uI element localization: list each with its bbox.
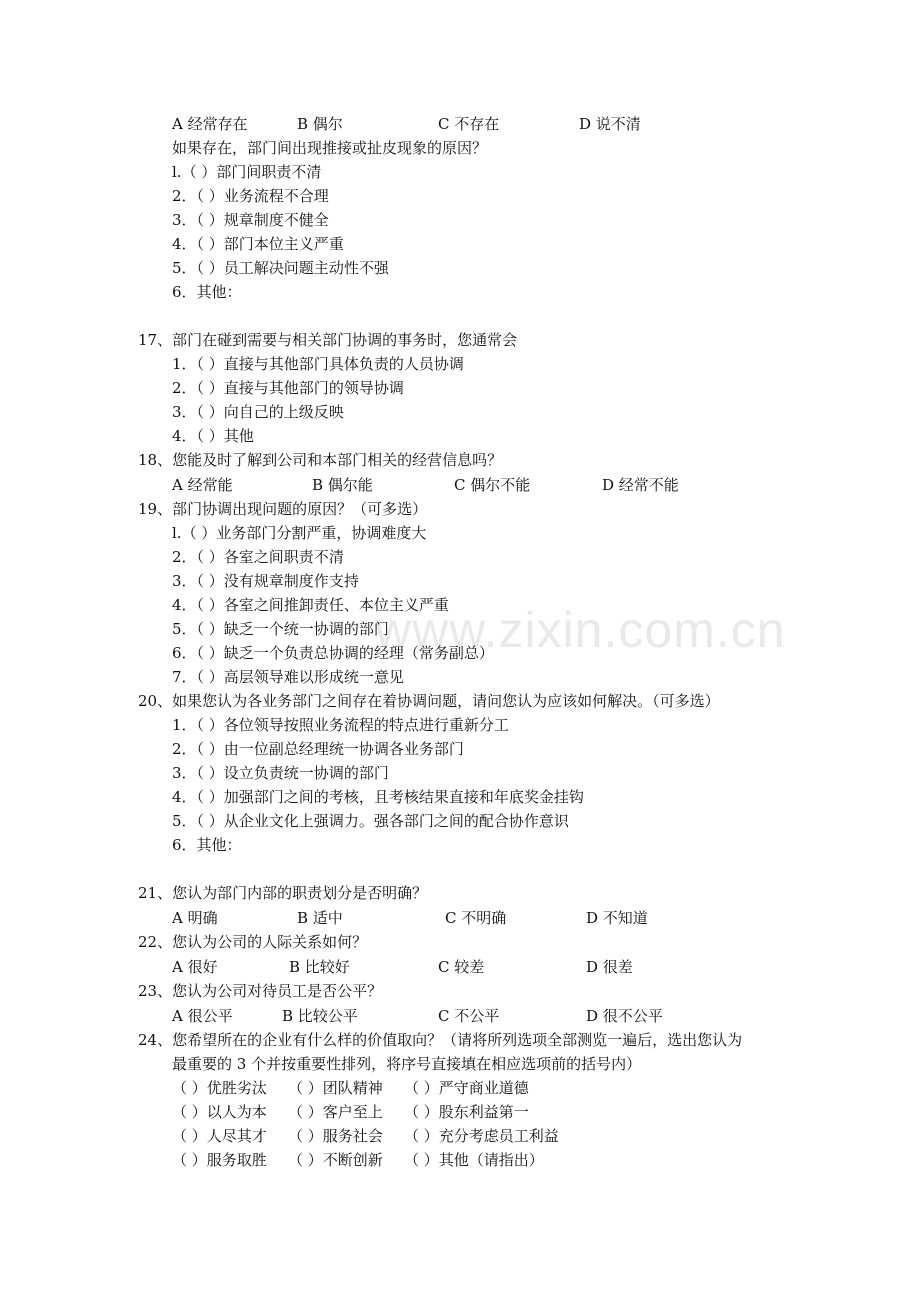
q16-item-6[interactable]: 6．其他：	[172, 283, 242, 301]
q20-title: 20、如果您认为各业务部门之间存在着协调问题，请问您认为应该如何解决。（可多选）	[138, 692, 720, 710]
q16-item-3[interactable]: 3．（ ）规章制度不健全	[172, 211, 329, 229]
q24-value-option[interactable]: （ ）服务取胜	[172, 1151, 267, 1169]
q19-item-2[interactable]: 2．（ ）各室之间职责不清	[172, 548, 344, 566]
q20-item-5[interactable]: 5．（ ）从企业文化上强调力。强各部门之间的配合协作意识	[172, 812, 569, 830]
q19-item-7[interactable]: 7．（ ）高层领导难以形成统一意见	[172, 668, 404, 686]
q17-title: 17、部门在碰到需要与相关部门协调的事务时，您通常会	[138, 331, 518, 349]
q24-title: 24、您希望所在的企业有什么样的价值取向？（请将所列选项全部测览一遍后，选出您认为	[138, 1031, 743, 1049]
q23-option-d[interactable]: D 很不公平	[586, 1007, 663, 1025]
q24-value-option[interactable]: （ ）客户至上	[288, 1103, 383, 1121]
q22-option-d[interactable]: D 很差	[586, 958, 633, 976]
q19-item-3[interactable]: 3．（ ）没有规章制度作支持	[172, 572, 359, 590]
q24-value-option[interactable]: （ ）其他（请指出）	[404, 1151, 544, 1169]
q16-item-5[interactable]: 5．（ ）员工解决问题主动性不强	[172, 259, 389, 277]
q24-value-option[interactable]: （ ）不断创新	[288, 1151, 383, 1169]
q17-item-2[interactable]: 2．（ ）直接与其他部门的领导协调	[172, 379, 404, 397]
q24-value-option[interactable]: （ ）服务社会	[288, 1127, 383, 1145]
q18-option-a[interactable]: A 经常能	[172, 476, 233, 494]
q21-option-d[interactable]: D 不知道	[586, 909, 648, 927]
q24-title-continued: 最重要的 3 个并按重要性排列，将序号直接填在相应选项前的括号内）	[172, 1055, 642, 1073]
q23-option-b[interactable]: B 比较公平	[282, 1007, 358, 1025]
q20-item-6[interactable]: 6．其他：	[172, 836, 242, 854]
q18-option-c[interactable]: C 偶尔不能	[454, 476, 531, 494]
q16-item-4[interactable]: 4．（ ）部门本位主义严重	[172, 235, 344, 253]
q22-title: 22、您认为公司的人际关系如何？	[138, 933, 368, 951]
q24-value-option[interactable]: （ ）严守商业道德	[404, 1079, 529, 1097]
q16-item-1[interactable]: l.（ ）部门间职责不清	[172, 163, 322, 181]
q16-option-c[interactable]: C 不存在	[438, 115, 500, 133]
q22-option-a[interactable]: A 很好	[172, 958, 218, 976]
q16-option-d[interactable]: D 说不清	[579, 115, 641, 133]
q19-item-4[interactable]: 4．（ ）各室之间推卸责任、本位主义严重	[172, 596, 449, 614]
q21-option-a[interactable]: A 明确	[172, 909, 218, 927]
q16-option-b[interactable]: B 偶尔	[297, 115, 343, 133]
q19-title: 19、部门协调出现问题的原因？（可多选）	[138, 500, 428, 518]
q20-item-4[interactable]: 4．（ ）加强部门之间的考核，且考核结果直接和年底奖金挂钩	[172, 788, 584, 806]
q16-subquestion: 如果存在，部门间出现推接或扯皮现象的原因？	[172, 139, 488, 157]
q21-option-b[interactable]: B 适中	[297, 909, 343, 927]
q19-item-5[interactable]: 5．（ ）缺乏一个统一协调的部门	[172, 620, 389, 638]
q23-title: 23、您认为公司对待员工是否公平？	[138, 982, 383, 1000]
q18-option-d[interactable]: D 经常不能	[602, 476, 679, 494]
q19-item-6[interactable]: 6．（ ）缺乏一个负责总协调的经理（常务副总）	[172, 644, 494, 662]
q24-value-option[interactable]: （ ）股东利益第一	[404, 1103, 529, 1121]
q20-item-2[interactable]: 2．（ ）由一位副总经理统一协调各业务部门	[172, 740, 464, 758]
q20-item-3[interactable]: 3．（ ）设立负责统一协调的部门	[172, 764, 389, 782]
q21-title: 21、您认为部门内部的职责划分是否明确？	[138, 884, 428, 902]
q24-value-option[interactable]: （ ）团队精神	[288, 1079, 383, 1097]
q19-item-1[interactable]: l.（ ）业务部门分割严重，协调难度大	[172, 524, 427, 542]
watermark: www.zixin.com.cn	[375, 602, 786, 658]
q17-item-1[interactable]: 1．（ ）直接与其他部门具体负责的人员协调	[172, 355, 464, 373]
q16-item-2[interactable]: 2．（ ）业务流程不合理	[172, 187, 329, 205]
q16-option-a[interactable]: A 经常存在	[172, 115, 248, 133]
q18-title: 18、您能及时了解到公司和本部门相关的经营信息吗？	[138, 451, 503, 469]
q20-item-1[interactable]: 1．（ ）各位领导按照业务流程的特点进行重新分工	[172, 716, 509, 734]
q24-value-option[interactable]: （ ）优胜劣汰	[172, 1079, 267, 1097]
q24-value-option[interactable]: （ ）以人为本	[172, 1103, 267, 1121]
q22-option-c[interactable]: C 较差	[438, 958, 485, 976]
q18-option-b[interactable]: B 偶尔能	[312, 476, 373, 494]
q17-item-3[interactable]: 3．（ ）向自己的上级反映	[172, 403, 344, 421]
q17-item-4[interactable]: 4．（ ）其他	[172, 427, 254, 445]
q24-value-option[interactable]: （ ）充分考虑员工利益	[404, 1127, 559, 1145]
q23-option-a[interactable]: A 很公平	[172, 1007, 233, 1025]
q22-option-b[interactable]: B 比较好	[289, 958, 350, 976]
q24-value-option[interactable]: （ ）人尽其才	[172, 1127, 267, 1145]
q21-option-c[interactable]: C 不明确	[445, 909, 507, 927]
q23-option-c[interactable]: C 不公平	[438, 1007, 500, 1025]
